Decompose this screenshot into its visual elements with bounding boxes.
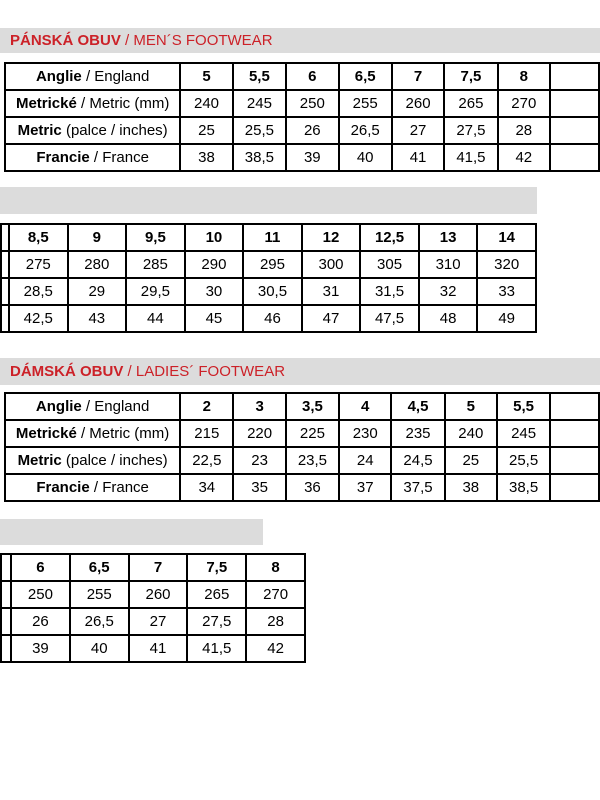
value-cell: 40 (339, 144, 392, 171)
table-row (1, 251, 536, 278)
cropped-cell (550, 447, 599, 474)
value-cell: 35 (233, 474, 285, 501)
value-cell: 30,5 (243, 278, 302, 305)
value-cell: 265 (187, 581, 246, 608)
value-cell: 25 (445, 447, 497, 474)
ladies-section-title-czech: DÁMSKÁ OBUV (10, 363, 124, 380)
size-header-cell: 7 (392, 63, 444, 90)
cropped-cell (1, 554, 11, 581)
ladies-section-title (10, 363, 285, 380)
size-header-cell: 6 (286, 63, 338, 90)
table-row (5, 447, 599, 474)
value-cell: 29,5 (126, 278, 185, 305)
value-cell: 38 (180, 144, 232, 171)
table-row (5, 144, 599, 171)
value-cell: 270 (498, 90, 550, 117)
size-header-cell: 4 (339, 393, 391, 420)
cropped-cell (550, 420, 599, 447)
row-label: Francie / France (5, 144, 180, 171)
value-cell: 290 (185, 251, 244, 278)
value-cell: 24 (339, 447, 391, 474)
value-cell: 26,5 (70, 608, 129, 635)
row-label: Francie / France (5, 474, 180, 501)
value-cell: 280 (68, 251, 127, 278)
cropped-cell (1, 278, 9, 305)
value-cell: 285 (126, 251, 185, 278)
value-cell: 260 (129, 581, 188, 608)
value-cell: 28 (498, 117, 550, 144)
size-header-cell: 4,5 (391, 393, 444, 420)
value-cell: 26 (286, 117, 338, 144)
value-cell: 235 (391, 420, 444, 447)
value-cell: 34 (180, 474, 233, 501)
value-cell: 39 (286, 144, 338, 171)
value-cell: 45 (185, 305, 244, 332)
value-cell: 270 (246, 581, 305, 608)
value-cell: 37,5 (391, 474, 444, 501)
value-cell: 25 (180, 117, 232, 144)
cropped-cell (1, 635, 11, 662)
value-cell: 40 (70, 635, 129, 662)
value-cell: 300 (302, 251, 361, 278)
value-cell: 250 (286, 90, 338, 117)
table-row (1, 305, 536, 332)
value-cell: 39 (11, 635, 70, 662)
value-cell: 33 (477, 278, 536, 305)
value-cell: 295 (243, 251, 302, 278)
cropped-cell (550, 393, 599, 420)
ladies-size-table-part1-wrap (4, 392, 600, 505)
size-header-cell: 6,5 (70, 554, 129, 581)
cropped-cell (550, 90, 599, 117)
size-header-cell: 12,5 (360, 224, 419, 251)
table-row (1, 635, 305, 662)
mens-section-title-english: / MEN´S FOOTWEAR (120, 32, 273, 49)
value-cell: 44 (126, 305, 185, 332)
value-cell: 31,5 (360, 278, 419, 305)
size-header-cell: 5 (180, 63, 232, 90)
size-header-cell: 14 (477, 224, 536, 251)
table-row (1, 608, 305, 635)
table-row (5, 420, 599, 447)
cropped-cell (550, 117, 599, 144)
mens-section-title-czech: PÁNSKÁ OBUV (10, 32, 121, 49)
value-cell: 215 (180, 420, 233, 447)
value-cell: 42 (498, 144, 550, 171)
mens-size-table-part1 (4, 62, 600, 172)
cropped-cell (1, 305, 9, 332)
size-header-cell: 6 (11, 554, 70, 581)
size-header-cell: 6,5 (339, 63, 392, 90)
table-row (1, 278, 536, 305)
mens-size-table-part2-wrap (0, 223, 540, 335)
size-header-cell: 13 (419, 224, 478, 251)
cropped-cell (1, 608, 11, 635)
size-header-cell: 8 (246, 554, 305, 581)
value-cell: 41,5 (187, 635, 246, 662)
cropped-cell (550, 144, 599, 171)
mens-size-table-part1-wrap (4, 62, 600, 175)
size-header-cell: 9,5 (126, 224, 185, 251)
value-cell: 31 (302, 278, 361, 305)
size-header-cell: 5,5 (233, 63, 286, 90)
value-cell: 225 (286, 420, 339, 447)
value-cell: 250 (11, 581, 70, 608)
value-cell: 38 (445, 474, 497, 501)
size-header-cell: 8,5 (9, 224, 68, 251)
row-label: Anglie / England (5, 63, 180, 90)
value-cell: 275 (9, 251, 68, 278)
value-cell: 26 (11, 608, 70, 635)
value-cell: 310 (419, 251, 478, 278)
value-cell: 37 (339, 474, 391, 501)
size-header-cell: 7,5 (187, 554, 246, 581)
table-row (5, 90, 599, 117)
table-row (5, 474, 599, 501)
size-header-cell: 9 (68, 224, 127, 251)
value-cell: 27 (129, 608, 188, 635)
value-cell: 36 (286, 474, 339, 501)
table-row (5, 117, 599, 144)
value-cell: 41,5 (444, 144, 497, 171)
value-cell: 27,5 (444, 117, 497, 144)
cropped-cell (1, 251, 9, 278)
cropped-cell (550, 63, 599, 90)
size-header-cell: 8 (498, 63, 550, 90)
value-cell: 240 (180, 90, 232, 117)
value-cell: 27,5 (187, 608, 246, 635)
value-cell: 265 (444, 90, 497, 117)
value-cell: 38,5 (233, 144, 286, 171)
value-cell: 27 (392, 117, 444, 144)
value-cell: 38,5 (497, 474, 550, 501)
table-row (5, 393, 599, 420)
value-cell: 23,5 (286, 447, 339, 474)
ladies-size-table-part2-wrap (0, 553, 310, 665)
size-header-cell: 3,5 (286, 393, 339, 420)
size-header-cell: 10 (185, 224, 244, 251)
size-header-cell: 5 (445, 393, 497, 420)
value-cell: 255 (339, 90, 392, 117)
value-cell: 305 (360, 251, 419, 278)
value-cell: 240 (445, 420, 497, 447)
value-cell: 24,5 (391, 447, 444, 474)
row-label: Metrické / Metric (mm) (5, 420, 180, 447)
mens-section-header-bar (0, 28, 600, 53)
value-cell: 43 (68, 305, 127, 332)
ladies-section-header-bar (0, 358, 600, 385)
row-label: Anglie / England (5, 393, 180, 420)
ladies-size-table-part2 (0, 553, 306, 663)
value-cell: 28 (246, 608, 305, 635)
row-label: Metrické / Metric (mm) (5, 90, 180, 117)
value-cell: 46 (243, 305, 302, 332)
size-header-cell: 7,5 (444, 63, 497, 90)
value-cell: 28,5 (9, 278, 68, 305)
mens-size-table-part2 (0, 223, 537, 333)
value-cell: 30 (185, 278, 244, 305)
value-cell: 245 (497, 420, 550, 447)
value-cell: 47,5 (360, 305, 419, 332)
size-header-cell: 5,5 (497, 393, 550, 420)
value-cell: 320 (477, 251, 536, 278)
mens-continuation-bar (0, 187, 537, 214)
value-cell: 42 (246, 635, 305, 662)
row-label: Metric (palce / inches) (5, 117, 180, 144)
mens-section-title (10, 32, 273, 49)
value-cell: 49 (477, 305, 536, 332)
value-cell: 25,5 (497, 447, 550, 474)
table-row (1, 224, 536, 251)
size-header-cell: 7 (129, 554, 188, 581)
value-cell: 245 (233, 90, 286, 117)
row-label: Metric (palce / inches) (5, 447, 180, 474)
value-cell: 48 (419, 305, 478, 332)
size-header-cell: 2 (180, 393, 233, 420)
value-cell: 255 (70, 581, 129, 608)
table-row (1, 554, 305, 581)
value-cell: 26,5 (339, 117, 392, 144)
cropped-cell (550, 474, 599, 501)
cropped-cell (1, 581, 11, 608)
value-cell: 25,5 (233, 117, 286, 144)
value-cell: 32 (419, 278, 478, 305)
table-row (5, 63, 599, 90)
value-cell: 42,5 (9, 305, 68, 332)
table-row (1, 581, 305, 608)
value-cell: 22,5 (180, 447, 233, 474)
size-header-cell: 3 (233, 393, 285, 420)
value-cell: 41 (129, 635, 188, 662)
ladies-section-title-english: / LADIES´ FOOTWEAR (123, 363, 286, 380)
size-header-cell: 11 (243, 224, 302, 251)
value-cell: 220 (233, 420, 285, 447)
cropped-cell (1, 224, 9, 251)
value-cell: 41 (392, 144, 444, 171)
value-cell: 47 (302, 305, 361, 332)
value-cell: 23 (233, 447, 285, 474)
size-header-cell: 12 (302, 224, 361, 251)
value-cell: 260 (392, 90, 444, 117)
value-cell: 230 (339, 420, 391, 447)
ladies-size-table-part1 (4, 392, 600, 502)
value-cell: 29 (68, 278, 127, 305)
ladies-continuation-bar (0, 519, 263, 545)
